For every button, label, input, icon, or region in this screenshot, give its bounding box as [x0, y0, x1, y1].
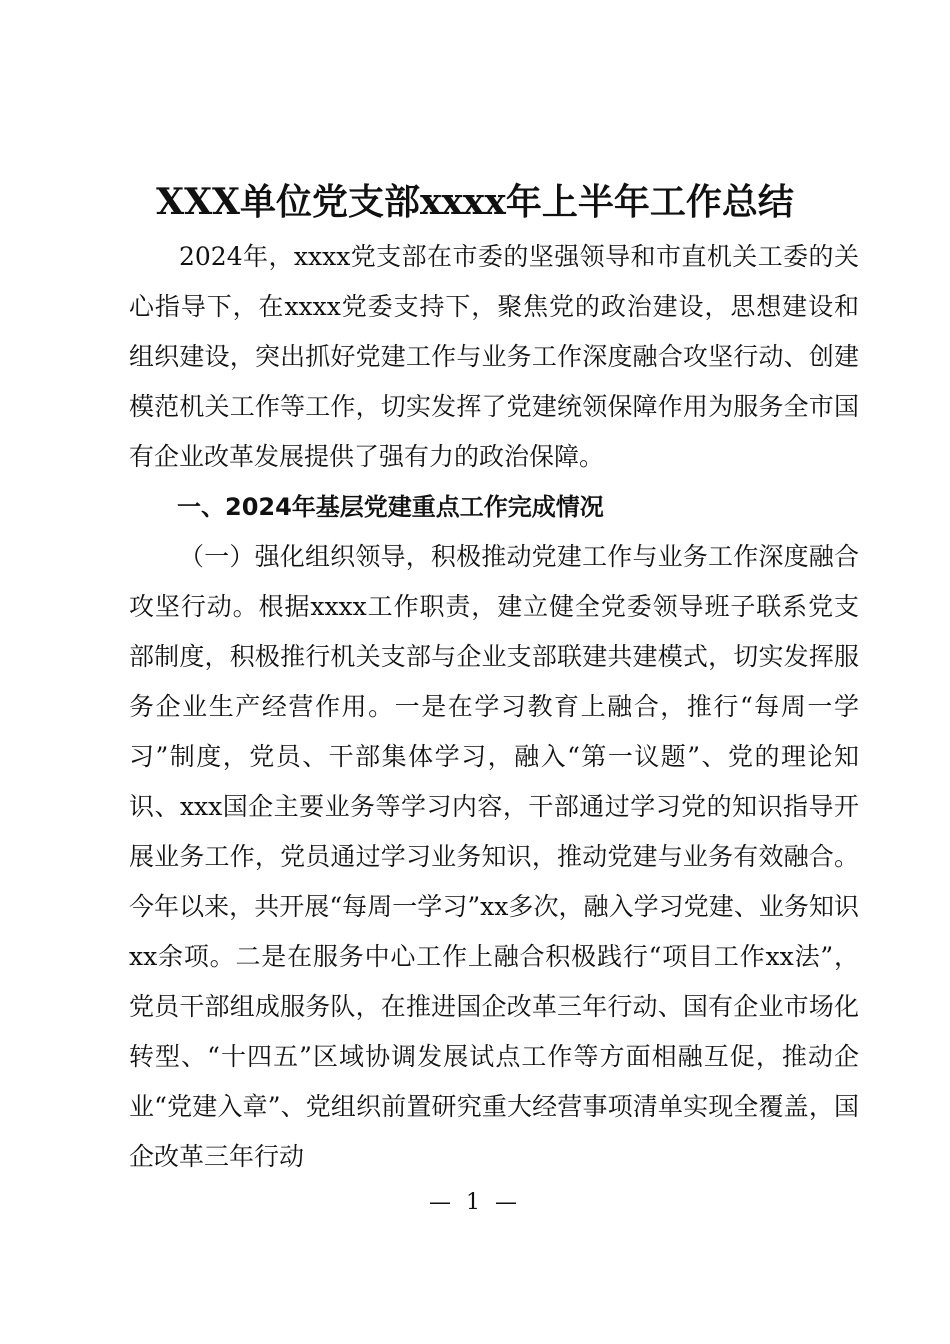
- document-title: XXX单位党支部xxxx年上半年工作总结: [156, 181, 794, 223]
- section-paragraph: （一）强化组织领导，积极推动党建工作与业务工作深度融合攻坚行动。根据xxxx工作职责，建立健全党委领导班子联系党支部制度，积极推行机关支部与企业支部联建共建模式，切实发挥服务企业生产经营作用。一是在学习教育上融合，推行“每周一学习”制度，党员、干部集体学习，融入“第一议题”、党的理论知识、xxx国企主要业务等学习内容，干部通过学习党的知识指导开展业务工作，党员通过学习业务知识，推动党建与业务有效融合。今年以来，共开展“每周一学习”xx多次，融入学习党建、业务知识xx余项。二是在服务中心工作上融合积极践行“项目工作xx法”，党员干部组成服务队，在推进国企改革三年行动、国有企业市场化转型、“十四五”区域协调发展试点工作等方面相融互促，推动企业“党建入章”、党组织前置研究重大经营事项清单实现全覆盖，国企改革三年行动: [129, 542, 859, 1171]
- document-body: [129, 232, 859, 1182]
- section-heading: 一、2024年基层党建重点工作完成情况: [177, 493, 604, 521]
- intro-paragraph: 2024年，xxxx党支部在市委的坚强领导和市直机关工委的关心指导下，在xxxx党委支持下，聚焦党的政治建设，思想建设和组织建设，突出抓好党建工作与业务工作深度融合攻坚行动、创建模范机关工作等工作，切实发挥了党建统领保障作用为服务全市国有企业改革发展提供了强有力的政治保障。: [129, 242, 859, 471]
- page-number: — 1 —: [429, 1190, 521, 1215]
